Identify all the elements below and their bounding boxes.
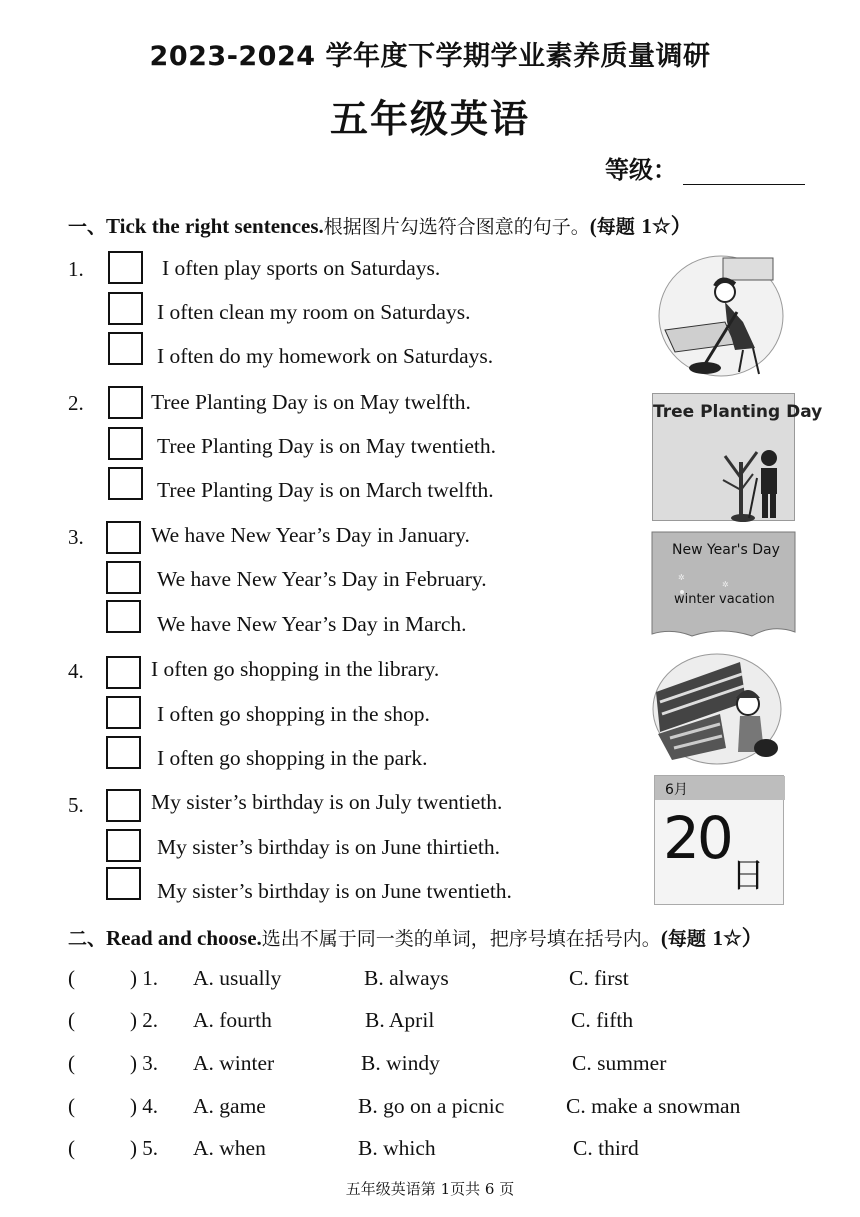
word-option-a: A. game (193, 1094, 266, 1118)
answer-paren-open: ( (68, 1094, 75, 1118)
answer-checkbox[interactable] (106, 736, 141, 769)
calendar-day: 20 (663, 804, 731, 872)
question-number: 5. (68, 793, 84, 817)
word-option-a: A. winter (193, 1051, 275, 1075)
answer-blank[interactable] (82, 1006, 128, 1034)
word-option-c: C. summer (572, 1051, 667, 1075)
exam-title: 2023-2024 学年度下学期学业素养质量调研 (149, 41, 711, 72)
grade-label: 等级： (605, 156, 677, 184)
svg-text:✲: ✲ (722, 580, 729, 589)
calendar-month: 6月 (665, 782, 688, 798)
option-text: We have New Year’s Day in March. (157, 612, 467, 636)
answer-checkbox[interactable] (106, 789, 141, 822)
option-text: Tree Planting Day is on May twelfth. (151, 390, 471, 414)
question-number: 2. (68, 391, 84, 415)
option-text: I often go shopping in the library. (151, 657, 440, 681)
answer-checkbox[interactable] (108, 386, 143, 419)
option-text: I often do my homework on Saturdays. (157, 344, 494, 368)
exam-subtitle: 五年级英语 (329, 97, 530, 141)
option-text: I often play sports on Saturdays. (162, 256, 441, 280)
word-option-b: B. go on a picnic (358, 1094, 505, 1118)
word-option-c: C. third (573, 1136, 639, 1160)
tree-planting-day-image (652, 393, 823, 521)
option-text: Tree Planting Day is on May twentieth. (157, 434, 496, 458)
calendar-image (654, 775, 784, 905)
answer-paren-open: ( (68, 1051, 75, 1075)
option-text: We have New Year’s Day in February. (157, 567, 487, 591)
answer-paren-close: ) 4. (130, 1094, 158, 1118)
answer-paren-close: ) 1. (130, 966, 158, 990)
question-number: 1. (68, 257, 84, 281)
section1-heading: 一、Tick the right sentences.根据图片勾选符合图意的句子。(每题 1☆） (68, 214, 692, 238)
answer-checkbox[interactable] (108, 251, 143, 284)
option-text: My sister’s birthday is on June twentieth. (157, 879, 512, 903)
shopping-in-store-image (650, 652, 784, 767)
option-text: I often go shopping in the shop. (157, 702, 430, 726)
answer-checkbox[interactable] (106, 696, 141, 729)
image-caption: New Year's Day (672, 542, 780, 558)
answer-paren-close: ) 5. (130, 1136, 158, 1160)
word-option-a: A. usually (193, 966, 282, 990)
new-years-day-image (652, 532, 795, 640)
answer-checkbox[interactable] (106, 521, 141, 554)
answer-blank[interactable] (82, 964, 128, 992)
answer-checkbox[interactable] (106, 600, 141, 633)
answer-paren-close: ) 2. (130, 1008, 158, 1032)
word-option-a: A. when (193, 1136, 266, 1160)
section2-heading: 二、Read and choose.选出不属于同一类的单词，把序号填在括号内。(每题 1☆） (68, 926, 763, 950)
answer-checkbox[interactable] (108, 292, 143, 325)
grade-blank[interactable] (683, 158, 805, 185)
question-number: 3. (68, 525, 84, 549)
svg-text:✲: ✲ (678, 573, 685, 582)
answer-checkbox[interactable] (108, 427, 143, 460)
answer-blank[interactable] (82, 1049, 128, 1077)
answer-checkbox[interactable] (106, 867, 141, 900)
image-caption: Tree Planting Day (653, 402, 823, 422)
answer-checkbox[interactable] (106, 656, 141, 689)
answer-blank[interactable] (82, 1134, 128, 1162)
option-text: My sister’s birthday is on July twentieth. (151, 790, 503, 814)
question-number: 4. (68, 659, 84, 683)
answer-checkbox[interactable] (108, 332, 143, 365)
word-option-a: A. fourth (193, 1008, 272, 1032)
calendar-day-unit: 日 (731, 856, 765, 896)
word-option-c: C. fifth (571, 1008, 634, 1032)
image-caption: winter vacation (674, 592, 775, 607)
word-option-b: B. April (365, 1008, 435, 1032)
page-footer: 五年级英语第 1页共 6 页 (345, 1180, 515, 1198)
option-text: We have New Year’s Day in January. (151, 523, 470, 547)
word-option-c: C. first (569, 966, 629, 990)
answer-checkbox[interactable] (106, 561, 141, 594)
answer-paren-close: ) 3. (130, 1051, 158, 1075)
answer-checkbox[interactable] (108, 467, 143, 500)
answer-paren-open: ( (68, 966, 75, 990)
option-text: I often clean my room on Saturdays. (157, 300, 471, 324)
word-option-c: C. make a snowman (566, 1094, 741, 1118)
grade-field (605, 150, 805, 185)
girl-mopping-floor-image (655, 252, 787, 380)
word-option-b: B. windy (361, 1051, 440, 1075)
option-text: Tree Planting Day is on March twelfth. (157, 478, 494, 502)
word-option-b: B. always (364, 966, 449, 990)
answer-checkbox[interactable] (106, 829, 141, 862)
answer-paren-open: ( (68, 1008, 75, 1032)
option-text: My sister’s birthday is on June thirtieth. (157, 835, 500, 859)
answer-blank[interactable] (82, 1092, 128, 1120)
option-text: I often go shopping in the park. (157, 746, 428, 770)
word-option-b: B. which (358, 1136, 436, 1160)
answer-paren-open: ( (68, 1136, 75, 1160)
